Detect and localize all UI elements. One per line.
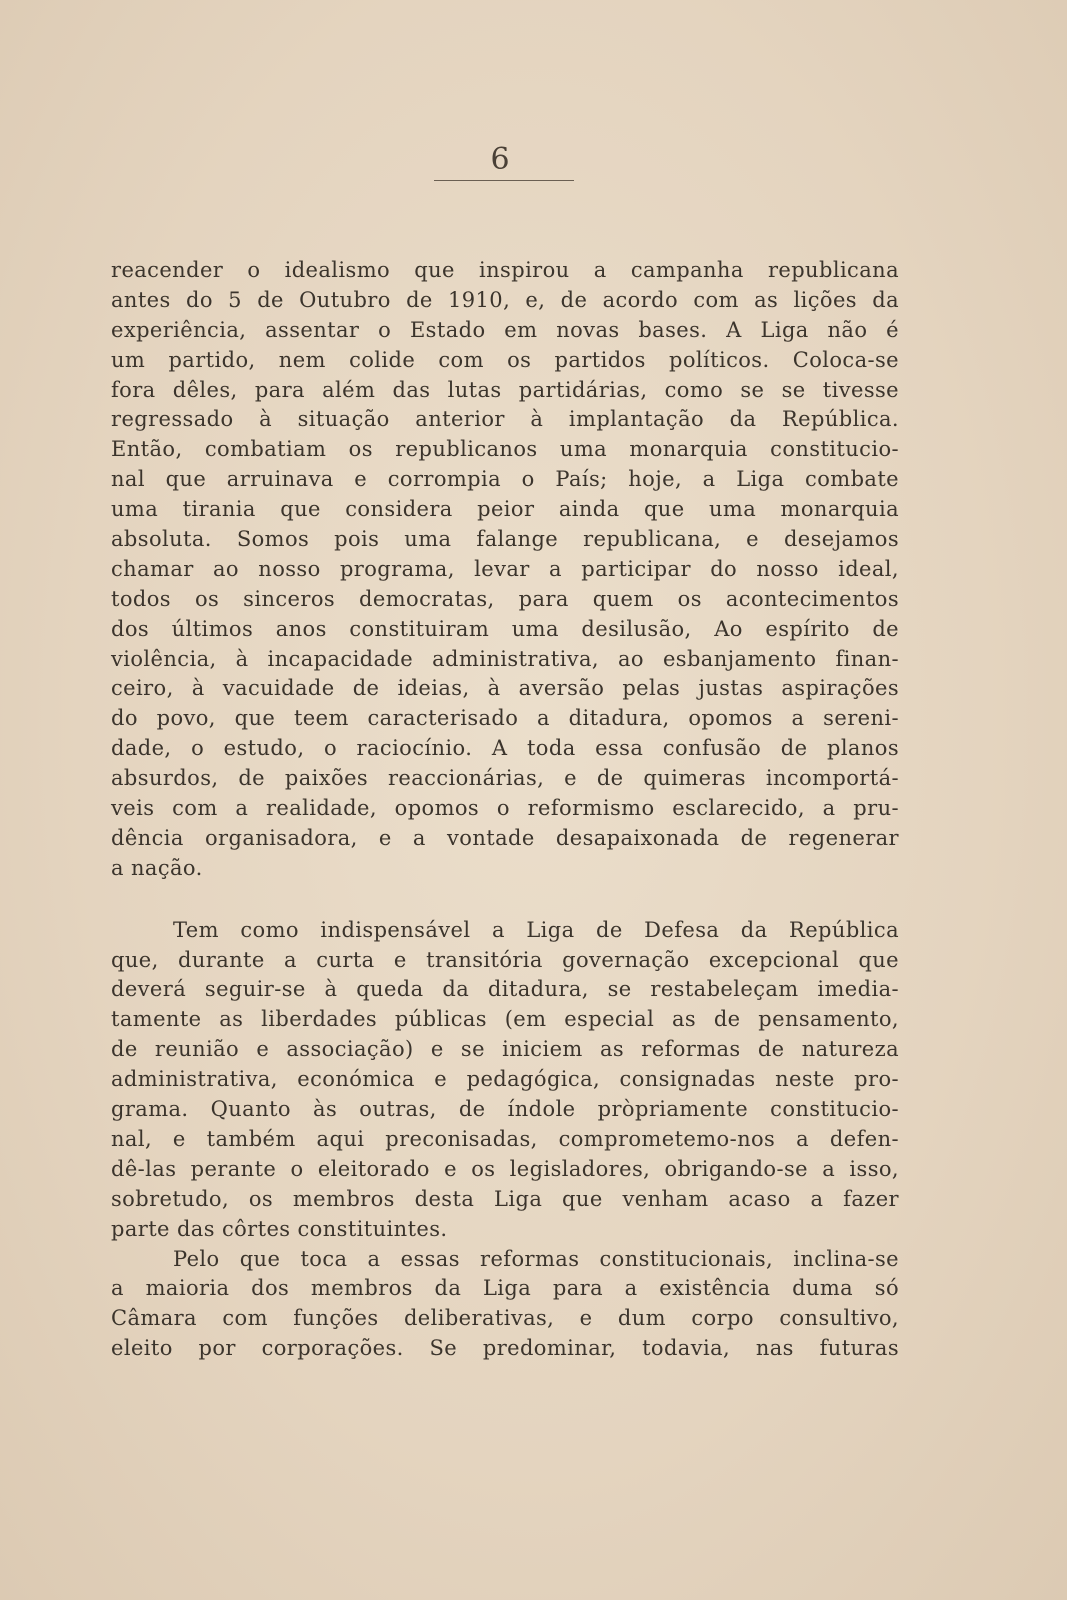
- text-line: grama. Quanto às outras, de índole pròpriamente constitucio-: [111, 1097, 899, 1122]
- text-line: que, durante a curta e transitória governação excepcional que: [111, 947, 899, 972]
- text-line: deverá seguir-se à queda da ditadura, se restabeleçam imedia-: [111, 977, 899, 1002]
- text-line: tamente as liberdades públicas (em especial as de pensamento,: [111, 1007, 899, 1032]
- text-line: experiência, assentar o Estado em novas bases. A Liga não é: [111, 317, 899, 342]
- text-line: sobretudo, os membros desta Liga que venham acaso a fazer: [111, 1186, 899, 1211]
- text-line: eleito por corporações. Se predominar, todavia, nas futuras: [111, 1336, 899, 1361]
- text-line: Então, combatiam os republicanos uma monarquia constitucio-: [111, 437, 899, 462]
- paragraph: [111, 1245, 899, 1365]
- text-line: Tem como indispensável a Liga de Defesa da República: [173, 917, 899, 942]
- text-body: [111, 256, 899, 1364]
- text-line: uma tirania que considera peior ainda que uma monarquia: [111, 497, 899, 522]
- text-line: parte das côrtes constituintes.: [111, 1216, 448, 1241]
- text-line: do povo, que teem caracterisado a ditadura, opomos a sereni-: [111, 706, 899, 731]
- text-line: dência organisadora, e a vontade desapaixonada de regenerar: [111, 825, 899, 850]
- text-line: dade, o estudo, o raciocínio. A toda essa confusão de planos: [111, 736, 899, 761]
- text-line: reacender o idealismo que inspirou a campanha republicana: [111, 258, 899, 282]
- text-line: absoluta. Somos pois uma falange republicana, e desejamos: [111, 527, 899, 552]
- page-number-rule: [434, 180, 574, 181]
- paragraph: [111, 916, 899, 1245]
- text-line: antes do 5 de Outubro de 1910, e, de acordo com as lições da: [111, 287, 899, 312]
- text-line: veis com a realidade, opomos o reformismo esclarecido, a pru-: [111, 796, 899, 821]
- paragraph-gap: [111, 884, 899, 916]
- text-line: a maioria dos membros da Liga para a existência duma só: [111, 1276, 899, 1301]
- text-line: todos os sinceros democratas, para quem os acontecimentos: [111, 586, 899, 611]
- text-line: dê-las perante o eleitorado e os legisladores, obrigando-se a isso,: [111, 1156, 899, 1181]
- text-line: fora dêles, para além das lutas partidárias, como se se tivesse: [111, 377, 899, 402]
- text-line: de reunião e associação) e se iniciem as reformas de natureza: [111, 1037, 899, 1062]
- text-line: dos últimos anos constituiram uma desilusão, Ao espírito de: [111, 616, 899, 641]
- text-line: absurdos, de paixões reaccionárias, e de quimeras incomportá-: [111, 766, 899, 791]
- text-line: a nação.: [111, 855, 203, 880]
- text-line: nal, e também aqui preconisadas, comprometemo-nos a defen-: [111, 1126, 899, 1151]
- text-line: um partido, nem colide com os partidos políticos. Coloca-se: [111, 347, 899, 372]
- text-line: regressado à situação anterior à implantação da República.: [111, 407, 899, 432]
- text-line: Câmara com funções deliberativas, e dum corpo consultivo,: [111, 1306, 899, 1331]
- text-line: violência, à incapacidade administrativa, ao esbanjamento finan-: [111, 646, 899, 671]
- text-line: chamar ao nosso programa, levar a participar do nosso ideal,: [111, 556, 899, 581]
- text-line: Pelo que toca a essas reformas constitucionais, inclina-se: [173, 1246, 899, 1271]
- text-line: administrativa, económica e pedagógica, consignadas neste pro-: [111, 1067, 899, 1092]
- paragraph: [111, 256, 899, 884]
- text-line: nal que arruinava e corrompia o País; hoje, a Liga combate: [111, 467, 899, 492]
- page-number: 6: [490, 142, 510, 177]
- text-line: ceiro, à vacuidade de ideias, à aversão pelas justas aspirações: [111, 676, 899, 701]
